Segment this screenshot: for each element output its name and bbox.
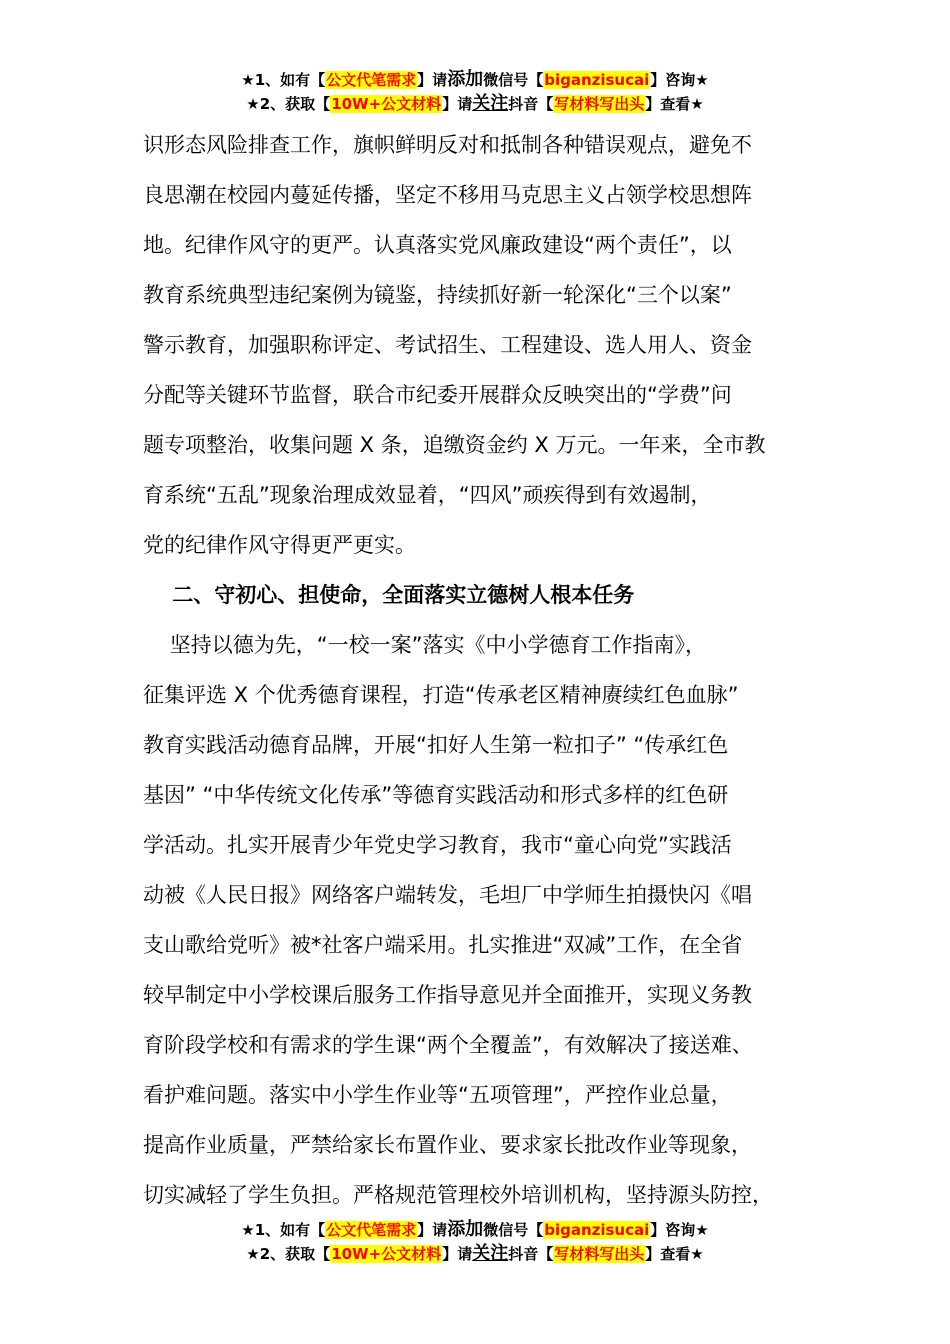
banner-text: 】查看★: [645, 1245, 704, 1263]
banner-text: 】咨询★: [650, 1221, 709, 1239]
text-line: 地。纪律作风守的更严。认真落实党风廉政建设“两个责任”，以: [143, 233, 732, 257]
highlight-text: biganzisucai: [544, 71, 650, 89]
text-line: 切实减轻了学生负担。严格规范管理校外培训机构，坚持源头防控，: [143, 1183, 773, 1207]
text-line: 题专项整治，收集问题 X 条，追缴资金约 X 万元。一年来，全市教: [143, 433, 766, 457]
banner-line-1: [0, 68, 950, 92]
banner-text: 抖音【: [508, 95, 554, 113]
text-line: 提高作业质量，严禁给家长布置作业、要求家长批改作业等现象，: [143, 1133, 752, 1157]
banner-text: 】请: [442, 95, 473, 113]
banner-text: ★1、如有【: [241, 71, 326, 89]
text-line: 看护难问题。落实中小学生作业等“五项管理”，严控作业总量，: [143, 1083, 732, 1107]
banner-text: 】查看★: [645, 95, 704, 113]
highlight-text: 公文代笔需求: [326, 1221, 417, 1239]
banner-emphasis: 关注: [472, 93, 509, 114]
section-heading: 二、守初心、担使命，全面落实立德树人根本任务: [143, 583, 635, 607]
text-line: 学活动。扎实开展青少年党史学习教育，我市“童心向党”实践活: [143, 833, 732, 857]
banner-line-2: [0, 1242, 950, 1266]
header-banner: [0, 68, 950, 116]
text-line: 较早制定中小学校课后服务工作指导意见并全面推开，实现义务教: [143, 983, 752, 1007]
banner-text: ★2、获取【: [246, 95, 331, 113]
banner-text: 】咨询★: [650, 71, 709, 89]
highlight-text: 写材料写出头: [554, 1245, 645, 1263]
text-line: 识形态风险排查工作，旗帜鲜明反对和抵制各种错误观点，避免不: [143, 133, 752, 157]
text-line: 教育实践活动德育品牌，开展“扣好人生第一粒扣子” “传承红色: [143, 733, 729, 757]
banner-emphasis: 添加: [447, 69, 484, 90]
banner-text: 微信号【: [483, 1221, 544, 1239]
text-line: 基因” “中华传统文化传承”等德育实践活动和形式多样的红色研: [143, 783, 729, 807]
text-line: 坚持以德为先，“一校一案”落实《中小学德育工作指南》，: [143, 633, 706, 657]
highlight-text: 10W+公文材料: [331, 95, 442, 113]
text-line: 征集评选 X 个优秀德育课程，打造“传承老区精神赓续红色血脉”: [143, 683, 739, 707]
banner-emphasis: 关注: [472, 1243, 509, 1264]
banner-line-1: [0, 1218, 950, 1242]
text-line: 育阶段学校和有需求的学生课“两个全覆盖”，有效解决了接送难、: [143, 1033, 753, 1057]
banner-text: 】请: [417, 1221, 448, 1239]
text-line: 支山歌给党听》被*社客户端采用。扎实推进“双减”工作，在全省: [143, 933, 743, 957]
banner-emphasis: 添加: [447, 1219, 484, 1240]
highlight-text: 写材料写出头: [554, 95, 645, 113]
footer-banner: [0, 1218, 950, 1266]
banner-text: ★1、如有【: [241, 1221, 326, 1239]
highlight-text: 10W+公文材料: [331, 1245, 442, 1263]
banner-text: 】请: [417, 71, 448, 89]
banner-text: ★2、获取【: [246, 1245, 331, 1263]
text-line: 分配等关键环节监督，联合市纪委开展群众反映突出的“学费”问: [143, 383, 732, 407]
banner-text: 抖音【: [508, 1245, 554, 1263]
text-line: 警示教育，加强职称评定、考试招生、工程建设、选人用人、资金: [143, 333, 752, 357]
text-line: 党的纪律作风守得更严更实。: [143, 533, 416, 557]
document-body: [143, 120, 833, 1220]
banner-text: 微信号【: [483, 71, 544, 89]
highlight-text: biganzisucai: [544, 1221, 650, 1239]
text-line: 动被《人民日报》网络客户端转发，毛坦厂中学师生拍摄快闪《唱: [143, 883, 752, 907]
text-line: 良思潮在校园内蔓延传播，坚定不移用马克思主义占领学校思想阵: [143, 183, 752, 207]
text-line: 教育系统典型违纪案例为镜鉴，持续抓好新一轮深化“三个以案”: [143, 283, 732, 307]
banner-text: 】请: [442, 1245, 473, 1263]
banner-line-2: [0, 92, 950, 116]
text-line: 育系统“五乱”现象治理成效显着，“四风”顽疾得到有效遏制，: [143, 483, 712, 507]
highlight-text: 公文代笔需求: [326, 71, 417, 89]
